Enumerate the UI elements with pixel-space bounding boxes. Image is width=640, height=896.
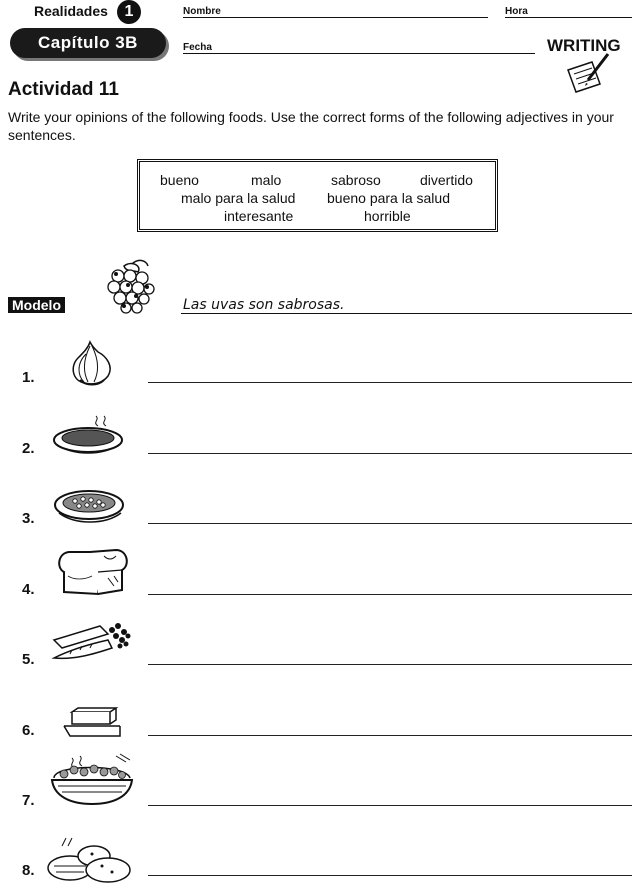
onion-icon <box>66 340 116 386</box>
pencil-paper-icon <box>566 52 612 92</box>
time-label: Hora <box>505 6 528 17</box>
answer-line-5[interactable] <box>148 664 632 665</box>
answer-line-1[interactable] <box>148 382 632 383</box>
answer-line-4[interactable] <box>148 594 632 595</box>
chapter-badge: Capítulo 3B <box>10 28 166 58</box>
adjective: divertido <box>420 172 473 188</box>
item-number: 5. <box>22 651 35 668</box>
name-field[interactable] <box>183 17 488 18</box>
instructions: Write your opinions of the following foods. Use the correct forms of the following adjectives in your sentences. <box>8 109 614 143</box>
date-label: Fecha <box>183 42 212 53</box>
answer-line-7[interactable] <box>148 805 632 806</box>
model-sentence: Las uvas son sabrosas. <box>183 297 345 313</box>
level-badge: 1 <box>117 0 141 24</box>
series-title: Realidades <box>34 3 108 19</box>
answer-line-2[interactable] <box>148 453 632 454</box>
adjective: bueno <box>160 172 199 188</box>
item-number: 8. <box>22 862 35 879</box>
adjective: interesante <box>224 208 294 224</box>
pizza-icon <box>52 414 128 458</box>
name-label: Nombre <box>183 6 221 17</box>
model-label: Modelo <box>8 297 65 313</box>
date-field[interactable] <box>183 53 535 54</box>
adjective: malo <box>251 172 282 188</box>
answer-line-3[interactable] <box>148 523 632 524</box>
carrots-icon <box>50 622 132 668</box>
grapes-icon <box>102 258 158 314</box>
section-label: WRITING <box>547 36 621 55</box>
model-line <box>181 313 632 314</box>
item-number: 4. <box>22 581 35 598</box>
adjective: malo para la salud <box>181 190 296 206</box>
bread-icon <box>54 546 134 598</box>
salad-bowl-icon <box>50 752 136 808</box>
item-number: 1. <box>22 369 35 386</box>
adjective: bueno para la salud <box>327 190 450 206</box>
answer-line-8[interactable] <box>148 875 632 876</box>
time-field[interactable] <box>505 17 632 18</box>
butter-icon <box>62 704 122 740</box>
activity-title: Actividad 11 <box>8 79 119 100</box>
adjective: sabroso <box>331 172 381 188</box>
adjective: horrible <box>364 208 411 224</box>
answer-line-6[interactable] <box>148 735 632 736</box>
beans-plate-icon <box>53 487 127 527</box>
item-number: 7. <box>22 792 35 809</box>
item-number: 3. <box>22 510 35 527</box>
item-number: 2. <box>22 440 35 457</box>
item-number: 6. <box>22 722 35 739</box>
potatoes-icon <box>46 836 134 886</box>
